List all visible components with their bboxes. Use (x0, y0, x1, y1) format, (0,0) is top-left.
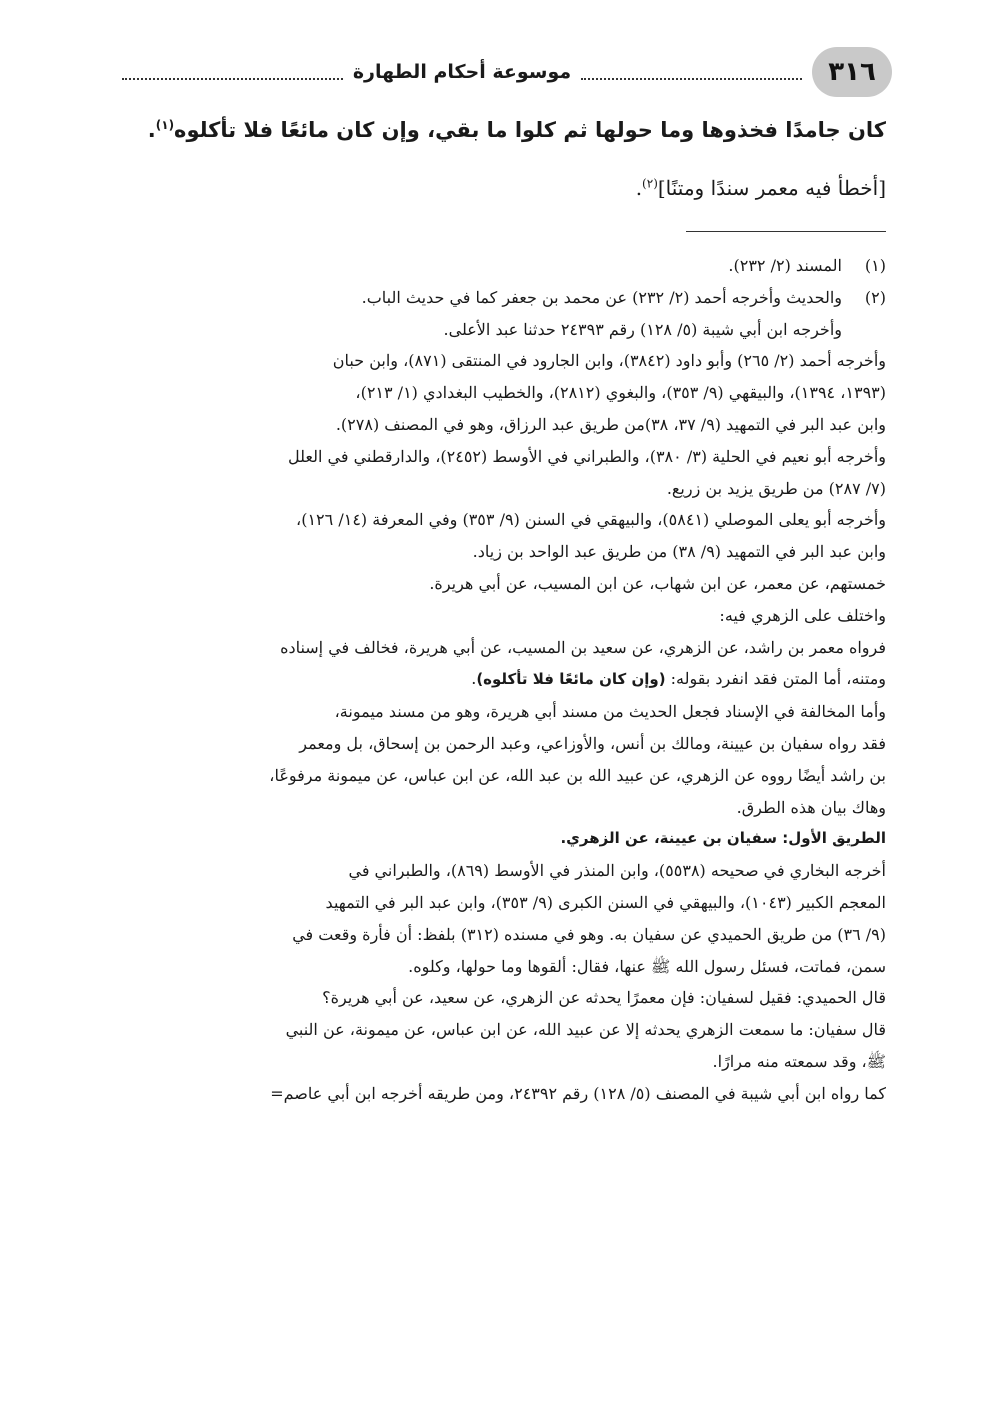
footnote-divider (686, 231, 886, 232)
footnotes (141, 250, 886, 1110)
footnote-line: وابن عبد البر في التمهيد (٩/ ٣٨) من طريق عبد الواحد بن زياد. (472, 542, 886, 562)
footnote-line: والحديث وأخرجه أحمد (٢/ ٢٣٢) عن محمد بن جعفر كما في حديث الباب. (361, 287, 842, 307)
footnote-line: وهاك بيان هذه الطرق. (736, 797, 886, 817)
footnote-line: قال سفيان: ما سمعت الزهري يحدثه إلا عن عبيد الله، عن ابن عباس، عن ميمونة، عن النبي (285, 1020, 886, 1040)
footnote-line: وأما المخالفة في الإسناد فجعل الحديث من مسند أبي هريرة، وهو من مسند ميمونة، (334, 702, 886, 722)
footnote-line: أخرجه البخاري في صحيحه (٥٥٣٨)، وابن المنذر في الأوسط (٨٦٩)، والطبراني في (348, 861, 886, 881)
punctuation: . (471, 669, 477, 689)
footnote-line: (٩/ ٣٦) من طريق الحميدي عن سفيان به. وهو في مسنده (٣١٢) بلفظ: أن فأرة وقعت في (292, 924, 886, 944)
footnote-line: وأخرجه أحمد (٢/ ٢٦٥) وأبو داود (٣٨٤٢)، وابن الجارود في المنتقى (٨٧١)، وابن حبان (332, 351, 886, 371)
header-dotted-leader (581, 78, 802, 80)
punctuation: . (147, 118, 156, 142)
main-text-span: كان جامدًا فخذوها وما حولها ثم كلوا ما بقي، وإن كان مائعًا فلا تأكلوه (174, 118, 886, 142)
footnote-line: واختلف على الزهري فيه: (719, 605, 886, 625)
footnote-line: المعجم الكبير (١٠٤٣)، والبيهقي في السنن الكبرى (٩/ ٣٥٣)، وابن عبد البر في التمهيد (325, 892, 886, 912)
main-text (141, 110, 886, 208)
footnote-line: (٧/ ٢٨٧) من طريق يزيد بن زريع. (666, 478, 886, 498)
footnote-line (141, 663, 886, 696)
header-dotted-leader (122, 78, 343, 80)
main-text-line (141, 110, 886, 150)
footnote-line: وأخرجه أبو يعلى الموصلي (٥٨٤١)، والبيهقي في السنن (٩/ ٣٥٣) وفي المعرفة (١٤/ ١٢٦)، (296, 510, 886, 530)
footnote-number: (١) (864, 256, 886, 275)
footnote-line: وابن عبد البر في التمهيد (٩/ ٣٧، ٣٨)من طريق عبد الرزاق، وهو في المصنف (٢٧٨). (335, 414, 886, 434)
footnote-line: سمن، فماتت، فسئل رسول الله ﷺ عنها، فقال: ألقوها وما حولها، وكلوه. (408, 956, 886, 976)
footnote-line: بن راشد أيضًا رووه عن الزهري، عن عبيد الله بن عبد الله، عن ابن عباس، عن ميمونة مرفوعًا، (269, 765, 886, 785)
footnote-line: المسند (٢/ ٢٣٢). (728, 256, 842, 275)
punctuation: . (635, 176, 643, 200)
footnote-2 (141, 282, 886, 1110)
main-text-line (141, 168, 886, 208)
book-title: موسوعة أحكام الطهارة (352, 61, 572, 83)
bold-quote: (وإن كان مائعًا فلا تأكلوه) (476, 670, 666, 689)
footnote-line: (١٣٩٣، ١٣٩٤)، والبيقهي (٩/ ٣٥٣)، والبغوي (٢٨١٢)، والخطيب البغدادي (١/ ٢١٣)، (355, 383, 886, 403)
footnote-line: ﷺ، وقد سمعته منه مرارًا. (712, 1051, 886, 1071)
page-header (112, 46, 892, 98)
footnote-line: وأخرجه ابن أبي شيبة (٥/ ١٢٨) رقم ٢٤٣٩٣ حدثنا عبد الأعلى. (443, 319, 842, 339)
footnote-line: كما رواه ابن أبي شيبة في المصنف (٥/ ١٢٨) رقم ٢٤٣٩٢، ومن طريقه أخرجه ابن أبي عاصم= (270, 1083, 886, 1103)
footnote-text: ومتنه، أما المتن فقد انفرد بقوله: (665, 669, 886, 689)
footnote-line: وأخرجه أبو نعيم في الحلية (٣/ ٣٨٠)، والطبراني في الأوسط (٢٤٥٢)، والدارقطني في العلل (287, 446, 886, 466)
page-number: ٣١٦ (812, 47, 892, 97)
main-text-span: [أخطأ فيه معمر سندًا ومتنًا] (657, 176, 886, 200)
footnote-line: خمستهم، عن معمر، عن ابن شهاب، عن ابن المسيب، عن أبي هريرة. (429, 573, 886, 593)
footnote-reference: (٢) (642, 176, 658, 191)
footnote-number: (٢) (864, 287, 886, 307)
footnote-line: فرواه معمر بن راشد، عن الزهري، عن سعيد بن المسيب، عن أبي هريرة، فخالف في إسناده (280, 637, 886, 657)
footnote-body (141, 250, 842, 282)
section-heading: الطريق الأول: سفيان بن عيينة، عن الزهري. (560, 829, 886, 848)
footnote-line: فقد رواه سفيان بن عيينة، ومالك بن أنس، والأوزاعي، وعبد الرحمن بن إسحاق، بل ومعمر (299, 733, 886, 753)
footnote-1 (141, 250, 886, 282)
footnote-body (141, 282, 886, 1110)
footnote-line: قال الحميدي: فقيل لسفيان: فإن معمرًا يحدثه عن الزهري، عن سعيد، عن أبي هريرة؟ (322, 988, 886, 1008)
footnote-reference: (١) (155, 118, 175, 132)
